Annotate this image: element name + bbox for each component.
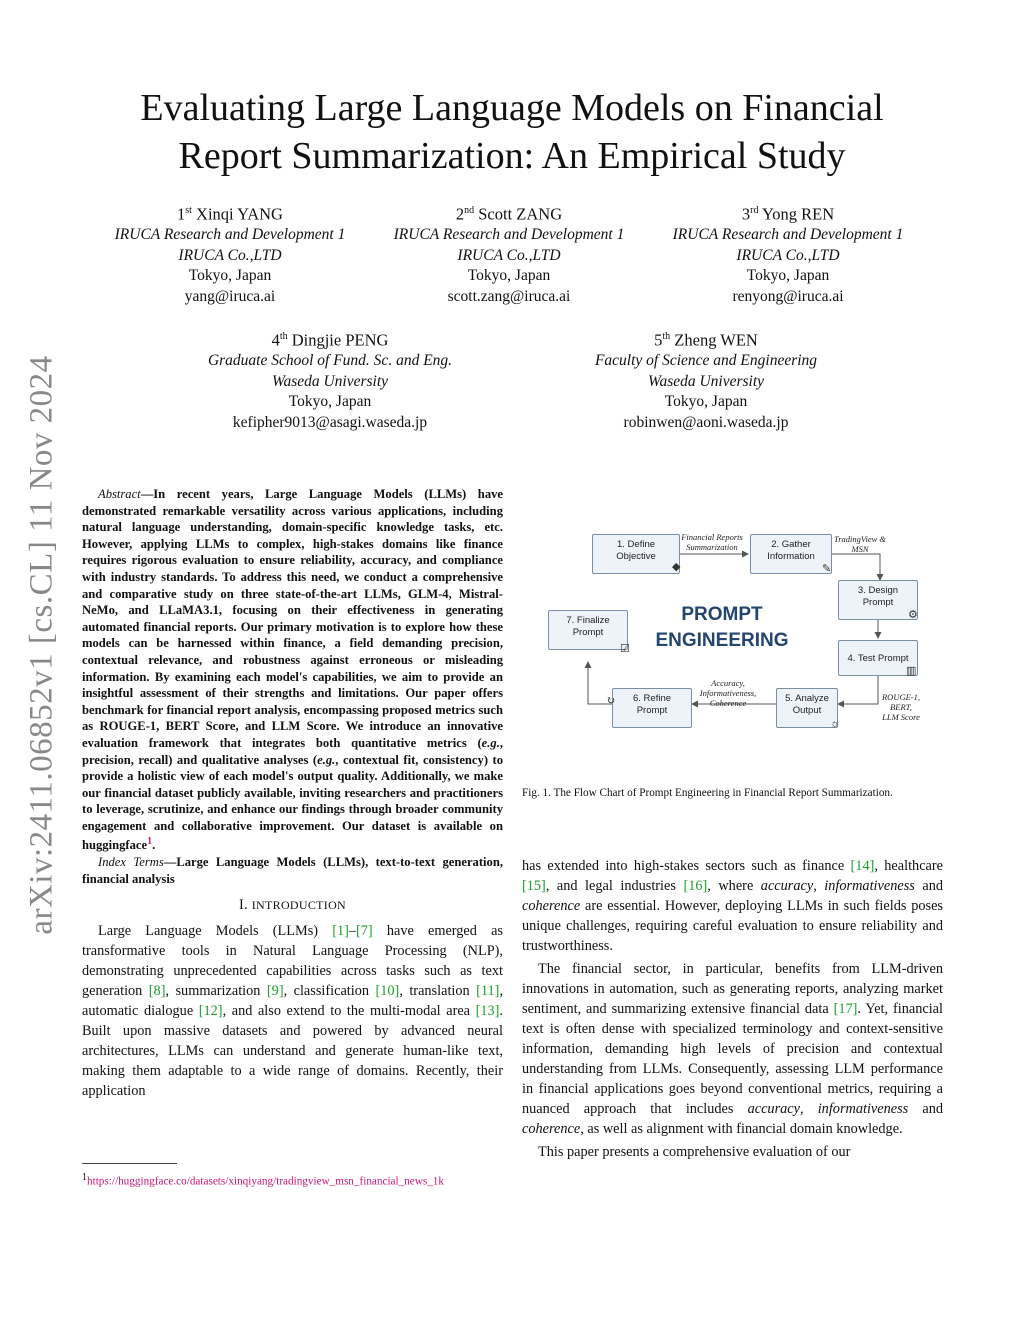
- intro-paragraph-1: Large Language Models (LLMs) [1]–[7] have emerged as transformative tools in Natural Language Processing (NLP), demonstrating unprecedented capabilities across tasks such as text generation [8], summarization [9], classification [10], translation [11], automatic dialogue [12], and also extend to the multi-modal area [13]. Built upon massive datasets and powered by advanced neural architectures, LLMs can understand and generate human-like text, making them adaptable to a wide range of domains. Recently, their application: [82, 923, 504, 1100]
- author-email: yang@iruca.ai: [184, 287, 276, 305]
- abstract: Abstract—In recent years, Large Language Models (LLMs) have demonstrated remarkable versatility across various applications, including natural language understanding, domain-specific knowledge tasks, etc. However, applying LLMs to complex, high-stakes domains like finance requires rigorous evaluation to ensure reliability, accuracy, and compliance with industry standards. To address this need, we conduct a comprehensive and comparative study on three state-of-the-art LLMs, GLM-4, Mistral-NeMo, and LLaMA3.1, focusing on their effectiveness in generating automated financial reports. Our primary motivation is to explore how these models can be harnessed within finance, a field demanding precision, contextual relevance, and robustness against erroneous or misleading information. By examining each model's capabilities, we aim to provide an insightful assessment of their strengths and limitations. Our paper offers benchmark for financial report analysis, encompassing proposed metrics such as ROUGE-1, BERT Score, and LLM Score. We introduce an innovative evaluation framework that integrates both quantitative metrics (e.g., precision, recall) and qualitative analyses (e.g., contextual fit, consistency) to provide a holistic view of each model's output quality. Additionally, we make our financial dataset publicly available, inviting researchers and practitioners to leverage, scrutinize, and enhance our findings through broader community engagement and collaborative improvement. Our dataset is available on huggingface$^1$.: [82, 487, 504, 853]
- section-heading-intro: I. INTRODUCTION: [238, 897, 347, 914]
- step-6-box: 6. Refine Prompt: [612, 688, 692, 728]
- index-terms: Index Terms—Large Language Models (LLMs), text-to-text generation, financial analysis: [82, 855, 503, 886]
- footnote: $^1$https://huggingface.co/datasets/xinqiyang/tradingview_msn_financial_news_1k: [82, 1172, 444, 1188]
- flow-chart: [540, 528, 932, 742]
- figure-caption: Fig. 1. The Flow Chart of Prompt Engineering in Financial Report Summarization.: [522, 787, 893, 799]
- arxiv-watermark: arXiv:2411.06852v1 [cs.CL] 11 Nov 2024: [23, 355, 60, 935]
- note-metrics: ROUGE-1, BERT, LLM Score: [881, 692, 920, 722]
- footnote-marker[interactable]: 1: [147, 836, 153, 848]
- step-4-box: 4. Test Prompt: [838, 640, 918, 676]
- step-3-box: 3. Design Prompt: [838, 580, 918, 620]
- right-column: [522, 856, 943, 1162]
- equalizer-icon: ▥: [906, 665, 917, 677]
- prompt-engineering-title: PROMPT ENGINEERING: [655, 604, 789, 651]
- left-column: [82, 486, 503, 1101]
- author-email: renyong@iruca.ai: [732, 287, 844, 305]
- author-1: 1st Xinqi YANG IRUCA Research and Development 1 IRUCA Co.,LTD Tokyo, Japan yang@iruca.ai: [90, 201, 370, 307]
- step-5-box: 5. Analyze Output: [776, 688, 838, 728]
- arrow-2-3: [832, 554, 880, 580]
- target-icon: ◆: [672, 561, 681, 573]
- right-paragraph-1: has extended into high-stakes sectors such as finance [14], healthcare [15], and legal industries [16], where accuracy, informativeness and coherence are essential. However, deploying LLMs in such fields poses unique challenges, requiring careful evaluation to ensure reliability and trustworthiness.: [522, 858, 943, 954]
- author-5: 5th Zheng WEN Faculty of Science and Engineering Waseda University Tokyo, Japan robinwen@aoni.waseda.jp: [556, 327, 856, 433]
- author-email: robinwen@aoni.waseda.jp: [623, 413, 789, 431]
- gear-icon: ⚙: [908, 609, 918, 621]
- step-7-box: 7. Finalize Prompt: [548, 610, 628, 650]
- step-1-box: 1. Define Objective: [592, 534, 680, 574]
- paper-title: [80, 84, 944, 180]
- refresh-icon: ↻: [606, 695, 616, 707]
- check-icon: ☑: [620, 643, 630, 655]
- author-3: 3rd Yong REN IRUCA Research and Development 1 IRUCA Co.,LTD Tokyo, Japan renyong@iruca.ai: [648, 201, 928, 307]
- title-line-1: Evaluating Large Language Models on Financial: [140, 87, 884, 129]
- author-2: 2nd Scott ZANG IRUCA Research and Development 1 IRUCA Co.,LTD Tokyo, Japan scott.zang@iruca.ai: [369, 201, 649, 307]
- note-criteria: Accuracy, Informativeness, Coherence: [699, 678, 757, 708]
- title-line-2: Report Summarization: An Empirical Study: [178, 135, 846, 177]
- right-paragraph-2: The financial sector, in particular, benefits from LLM-driven innovations in automation, such as generating reports, analyzing market sentiment, and summarizing extensive financial data [17]. Yet, financial text is often dense with specialized terminology and context-sensitive information, demanding high levels of precision and contextual understanding from LLMs. Consequently, assessing LLM performance in financial applications goes beyond conventional metrics, requiring a nuanced approach that includes accuracy, informativeness and coherence, as well as alignment with financial domain knowledge.: [522, 961, 944, 1137]
- footnote-link[interactable]: https://huggingface.co/datasets/xinqiyang/tradingview_msn_financial_news_1k: [87, 1175, 444, 1188]
- lightbulb-icon: ☼: [830, 718, 841, 730]
- author-email: scott.zang@iruca.ai: [447, 287, 571, 305]
- author-4: 4th Dingjie PENG Graduate School of Fund. Sc. and Eng. Waseda University Tokyo, Japan kefipher9013@asagi.waseda.jp: [180, 327, 480, 433]
- pencil-icon: ✎: [822, 563, 832, 575]
- step-2-box: 2. Gather Information: [750, 534, 832, 574]
- note-financial-reports: Financial Reports Summarization: [681, 532, 743, 552]
- right-paragraph-3: This paper presents a comprehensive evaluation of our: [538, 1144, 851, 1160]
- author-email: kefipher9013@asagi.waseda.jp: [232, 413, 428, 431]
- note-tradingview: TradingView & MSN: [833, 534, 887, 554]
- footnote-rule: [82, 1163, 177, 1164]
